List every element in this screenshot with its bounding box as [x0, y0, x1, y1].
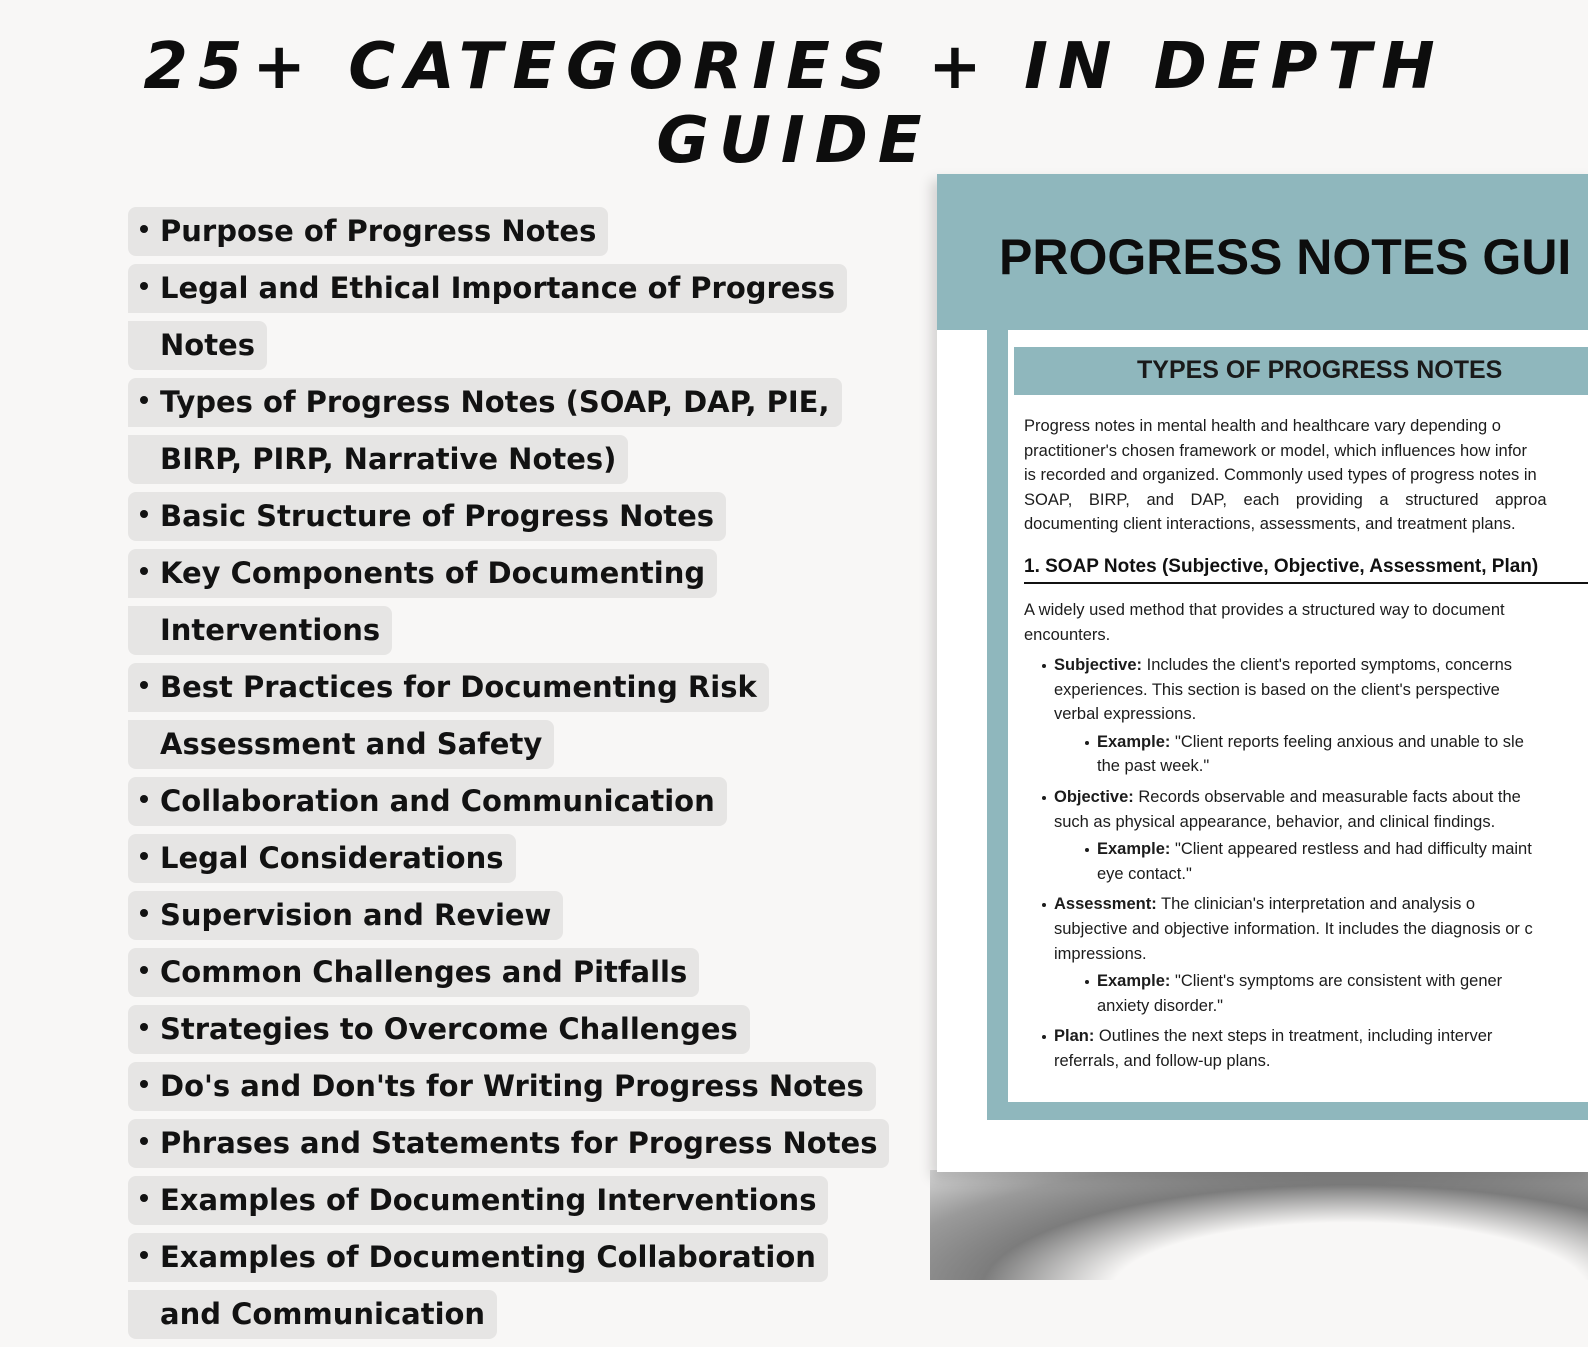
- topic-line: [128, 834, 889, 891]
- section-title: TYPES OF PROGRESS NOTES: [1137, 356, 1503, 384]
- item-text: eye contact.": [1097, 864, 1192, 883]
- headline: 25+ CATEGORIES + IN DEPTH GUIDE: [143, 30, 1445, 178]
- item-text: the past week.": [1097, 757, 1210, 776]
- topic-line-continued: [128, 720, 889, 777]
- bullet-dot: [1085, 741, 1089, 745]
- item-text: "Client appeared restless and had difficulty maint: [1170, 840, 1532, 859]
- item-text: verbal expressions.: [1054, 705, 1197, 724]
- soap-item-line: [1054, 702, 1196, 727]
- topic-text: Supervision and Review: [128, 891, 563, 940]
- document-title: PROGRESS NOTES GUI: [999, 229, 1572, 285]
- topic-text: Legal Considerations: [128, 834, 516, 883]
- intro-line: SOAP, BIRP, and DAP, each providing a structured approa: [1024, 490, 1547, 509]
- topic-item: [128, 492, 889, 549]
- topic-text: Purpose of Progress Notes: [128, 207, 608, 256]
- topic-item: [128, 834, 889, 891]
- item-text: experiences. This section is based on the client's perspective: [1054, 680, 1500, 699]
- intro-line: is recorded and organized. Commonly used types of progress notes in: [1024, 466, 1537, 485]
- document-preview: [937, 174, 1588, 1172]
- item-text: Includes the client's reported symptoms, concerns: [1142, 656, 1513, 674]
- topic-line: [128, 492, 889, 549]
- topic-text: Legal and Ethical Importance of Progress: [128, 264, 847, 313]
- topic-item: [128, 1233, 889, 1347]
- soap-item-line: [1054, 653, 1512, 678]
- example-line: [1097, 969, 1502, 994]
- item-text: such as physical appearance, behavior, and clinical findings.: [1054, 812, 1496, 831]
- soap-item-line: [1054, 1024, 1492, 1049]
- topic-line-continued: [128, 321, 889, 378]
- page-shadow: [930, 1170, 1588, 1280]
- topic-line: [128, 777, 889, 834]
- topic-item: [128, 264, 889, 378]
- topic-text: Strategies to Overcome Challenges: [128, 1005, 750, 1054]
- topic-line-continued: [128, 1290, 889, 1347]
- item-label: Example:: [1097, 972, 1171, 991]
- topic-text: Examples of Documenting Collaboration: [128, 1233, 828, 1282]
- item-text: Outlines the next steps in treatment, including interver: [1094, 1027, 1493, 1046]
- topic-text: Collaboration and Communication: [128, 777, 727, 826]
- item-label: Subjective:: [1054, 656, 1143, 674]
- topic-item: [128, 1005, 889, 1062]
- topic-text: Assessment and Safety: [128, 720, 554, 769]
- soap-intro-line: A widely used method that provides a structured way to document: [1024, 601, 1505, 619]
- soap-intro-line: encounters.: [1024, 625, 1111, 644]
- item-text: impressions.: [1054, 944, 1147, 963]
- topic-item: [128, 1119, 889, 1176]
- example-line: [1097, 754, 1209, 779]
- item-label: Objective:: [1054, 788, 1134, 806]
- topic-item: [128, 663, 889, 777]
- soap-item-line: [1054, 1049, 1270, 1074]
- topic-text: Key Components of Documenting: [128, 549, 717, 598]
- item-label: Example:: [1097, 732, 1171, 751]
- topic-text: Best Practices for Documenting Risk: [128, 663, 769, 712]
- topic-text: BIRP, PIRP, Narrative Notes): [128, 435, 628, 484]
- item-text: subjective and objective information. It includes the diagnosis or c: [1054, 920, 1533, 938]
- item-text: "Client's symptoms are consistent with gener: [1170, 972, 1503, 991]
- topic-line: [128, 1176, 889, 1233]
- topic-text: Examples of Documenting Interventions: [128, 1176, 828, 1225]
- item-text: "Client reports feeling anxious and unable to sle: [1170, 732, 1524, 751]
- topic-line-continued: [128, 606, 889, 663]
- subheading-underline: [1024, 582, 1588, 584]
- topic-line: [128, 378, 889, 435]
- topic-text: Types of Progress Notes (SOAP, DAP, PIE,: [128, 378, 842, 427]
- soap-subheading: 1. SOAP Notes (Subjective, Objective, Assessment, Plan): [1024, 556, 1539, 577]
- intro-line: practitioner's chosen framework or model, which influences how infor: [1024, 441, 1527, 460]
- soap-item-line: [1054, 785, 1521, 810]
- soap-item-line: [1054, 942, 1147, 967]
- intro-line: documenting client interactions, assessments, and treatment plans.: [1024, 515, 1516, 534]
- topic-line: [128, 207, 889, 264]
- topic-item: [128, 549, 889, 663]
- topic-item: [128, 948, 889, 1005]
- example-line: [1097, 994, 1223, 1019]
- example-line: [1097, 730, 1524, 755]
- soap-item-line: [1054, 892, 1475, 917]
- item-text: The clinician's interpretation and analysis o: [1156, 895, 1476, 914]
- topic-line-continued: [128, 435, 889, 492]
- example-line: [1097, 837, 1532, 862]
- item-label: Plan:: [1054, 1027, 1095, 1046]
- topic-text: Notes: [128, 321, 267, 370]
- soap-item-line: [1054, 917, 1533, 942]
- topic-line: [128, 663, 889, 720]
- topic-text: and Communication: [128, 1290, 497, 1339]
- soap-item-line: [1054, 678, 1500, 703]
- topic-line: [128, 948, 889, 1005]
- topic-line: [128, 1119, 889, 1176]
- intro-line: Progress notes in mental health and healthcare vary depending o: [1024, 417, 1501, 435]
- topic-item: [128, 891, 889, 948]
- item-label: Example:: [1097, 840, 1171, 859]
- topic-line: [128, 891, 889, 948]
- topic-text: Do's and Don'ts for Writing Progress Notes: [128, 1062, 876, 1111]
- topic-item: [128, 378, 889, 492]
- topic-line: [128, 1233, 889, 1290]
- bullet-dot: [1042, 796, 1046, 800]
- bullet-dot: [1042, 664, 1046, 668]
- topic-line: [128, 264, 889, 321]
- item-label: Assessment:: [1054, 895, 1157, 914]
- topic-item: [128, 1062, 889, 1119]
- topic-line: [128, 1062, 889, 1119]
- topic-text: Basic Structure of Progress Notes: [128, 492, 726, 541]
- topic-item: [128, 207, 889, 264]
- topic-text: Common Challenges and Pitfalls: [128, 948, 699, 997]
- topic-item: [128, 1176, 889, 1233]
- topic-line: [128, 1005, 889, 1062]
- soap-item-line: [1054, 810, 1495, 835]
- topic-list: [128, 207, 889, 1347]
- example-line: [1097, 862, 1192, 887]
- topic-line: [128, 549, 889, 606]
- topic-text: Interventions: [128, 606, 392, 655]
- item-text: anxiety disorder.": [1097, 996, 1224, 1015]
- item-text: referrals, and follow-up plans.: [1054, 1052, 1271, 1070]
- topic-item: [128, 777, 889, 834]
- item-text: Records observable and measurable facts about the: [1133, 788, 1521, 806]
- topic-text: Phrases and Statements for Progress Notes: [128, 1119, 889, 1168]
